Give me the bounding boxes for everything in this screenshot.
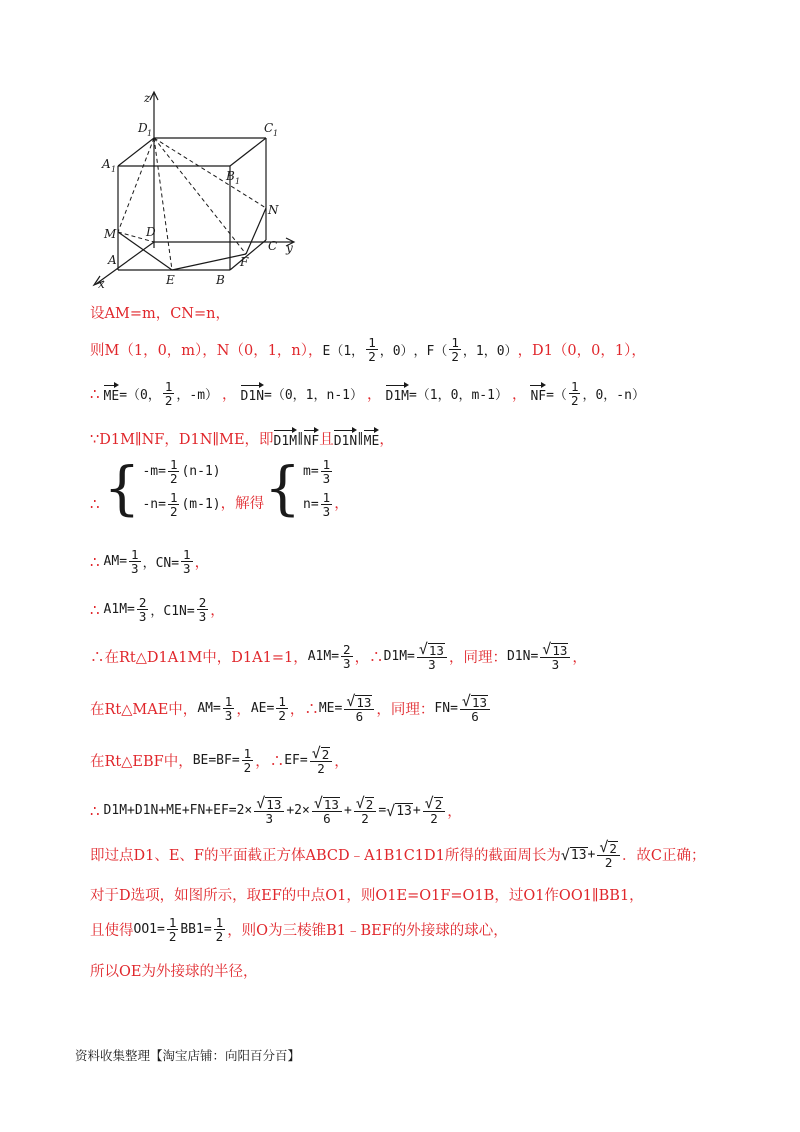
- vector-ME: ME: [364, 429, 380, 449]
- frac: [321, 491, 333, 518]
- frac-num: 1: [451, 335, 459, 350]
- sqrt-frac: √ 13 6: [344, 694, 374, 723]
- text-line-10: 在Rt△EBF中， BE=BF= $\frac{1}{2}$ ，∴ EF= √ 2 2 ，: [90, 744, 349, 776]
- frac-num: 2: [138, 595, 147, 610]
- plus-times: +2×: [286, 803, 310, 819]
- ae-label: AE=: [250, 701, 275, 717]
- line12-end: ．故C正确；: [621, 848, 706, 865]
- text-line-12: [90, 840, 760, 869]
- sqrt-frac: √ 2 2: [310, 746, 333, 775]
- vector-NF-value: =（: [546, 388, 567, 404]
- frac-den: 2: [368, 349, 376, 365]
- sqrt-frac: √ 2 2: [423, 796, 446, 825]
- label-B: B: [216, 273, 225, 287]
- frac-den: 6: [323, 811, 331, 826]
- frac-den: 3: [428, 657, 436, 672]
- line2-prefix: 则M（1，0，m），N（0，1，n），: [90, 343, 323, 360]
- sol-m: m=: [303, 464, 319, 480]
- frac-den: 3: [131, 561, 139, 577]
- radicand: 13: [356, 694, 372, 710]
- line4-text: ∵D1M∥NF，D1N∥ME，即: [90, 432, 274, 448]
- text-line-2: [90, 336, 760, 363]
- vector-D1M: D1M: [274, 429, 297, 449]
- radicand: 13: [471, 694, 487, 710]
- frac-num: 1: [322, 457, 331, 472]
- line10-text: 在Rt△EBF中，: [90, 754, 193, 771]
- text-line-7: ∴ A1M= $\frac{2}{3}$ ，C1N= $\frac{2}{3}$ ，: [90, 595, 225, 625]
- frac-den: 2: [169, 471, 178, 487]
- brace: {: [264, 454, 302, 523]
- text-line-3: ∴ ME =（0， $\frac{1}{2}$ ，-m） ， D1N =（0，1，n-1） ， D1M =（1，0，m-1） ， NF =（ $\frac{1}{2}$ ，0，-n）: [90, 379, 645, 409]
- frac: [168, 491, 180, 518]
- ef-label: EF=: [284, 753, 308, 769]
- sqrt-frac: √ 2 2: [354, 796, 377, 825]
- frac-den: 3: [322, 471, 331, 487]
- frac-num: 1: [164, 379, 173, 394]
- frac-den: 3: [138, 609, 147, 625]
- sqrt-frac: √ 13 3: [417, 642, 447, 671]
- therefore-symbol: ∴: [90, 384, 100, 403]
- radicand: 13: [323, 796, 339, 812]
- frac-den: 6: [471, 709, 479, 724]
- solution-system: [264, 454, 334, 523]
- frac-den: 2: [570, 393, 579, 409]
- frac: [163, 380, 175, 407]
- frac-num: 1: [169, 490, 178, 506]
- vector-D1M: D1M: [386, 384, 409, 404]
- frac-num: 1: [278, 693, 286, 709]
- frac-den: 3: [183, 561, 191, 577]
- frac-den: 2: [164, 393, 173, 409]
- radicand: 13: [570, 847, 587, 863]
- eq1-right: (n-1): [181, 464, 221, 480]
- frac: [276, 695, 288, 722]
- same-text: ，同理：: [376, 702, 435, 719]
- frac: [242, 747, 254, 774]
- frac: [449, 336, 461, 363]
- therefore-symbol: ∴: [90, 494, 100, 513]
- vector-D1N: D1N: [334, 429, 357, 449]
- frac-num: 1: [168, 915, 177, 930]
- vector-D1N: D1N: [241, 384, 264, 404]
- eq1-left: -m=: [142, 464, 166, 480]
- be-bf-label: BE=BF=: [192, 753, 240, 769]
- frac: [137, 596, 149, 623]
- frac-num: 2: [343, 641, 351, 657]
- vector-ME: ME: [104, 384, 120, 404]
- oo1-label: OO1=: [133, 922, 165, 938]
- frac-den: 3: [224, 708, 233, 724]
- sqrt-frac: √ 13 6: [460, 694, 490, 723]
- sqrt: √ 13: [386, 801, 412, 820]
- perimeter-sum: D1M+D1N+ME+FN+EF=2×: [103, 803, 253, 819]
- text-line-8: ∴在Rt△D1A1M中，D1A1=1， A1M= $\frac{2}{3}$ ，∴ D1M= √ 13 3 ，同理： D1N= √ 13 3 ，: [90, 640, 587, 672]
- therefore-symbol: ∴: [90, 552, 100, 571]
- text-line-11: ∴ D1M+D1N+ME+FN+EF=2× √ 13 3 +2× √ 13 6 + √ 2 2 = √ 13 + √ 2 2 ，: [90, 794, 462, 826]
- eq2-left: -n=: [142, 497, 166, 513]
- label-y: y: [286, 241, 293, 255]
- line9-text: 在Rt△MAE中，: [90, 702, 198, 719]
- frac-den: 6: [355, 709, 364, 724]
- bb1-label: BB1=: [180, 922, 212, 938]
- frac-num: 1: [131, 547, 139, 562]
- sqrt: √ 13: [560, 845, 587, 864]
- cube-figure: [88, 88, 308, 288]
- frac: [223, 695, 235, 722]
- sqrt-frac: √ 13 3: [540, 642, 570, 671]
- radicand: 13: [396, 803, 412, 819]
- frac: [321, 458, 333, 485]
- text-line-13: [90, 884, 760, 905]
- vector-D1M-value: =（1，0，m-1）: [408, 388, 508, 404]
- frac-den: 2: [361, 811, 369, 826]
- frac-den: 3: [343, 656, 351, 672]
- footer-source: 资料收集整理【淘宝店铺：向阳百分百】: [75, 1048, 301, 1063]
- frac-num: 2: [198, 595, 207, 610]
- radicand: 13: [552, 642, 568, 658]
- label-A: A: [108, 253, 117, 267]
- label-M: M: [104, 227, 117, 241]
- label-N: N: [268, 203, 279, 217]
- point-F-end: ，1，0）: [462, 344, 518, 360]
- label-F: F: [240, 255, 249, 269]
- label-B1-sub: 1: [235, 177, 241, 186]
- parallel-symbol: ∥: [297, 431, 304, 446]
- frac-den: 2: [430, 811, 438, 826]
- label-B1: B: [226, 169, 235, 183]
- solve-text: ，解得: [220, 495, 265, 512]
- text-line-6: ∴ AM= $\frac{1}{3}$ ，CN= $\frac{1}{3}$ ，: [90, 547, 210, 577]
- label-A1-sub: 1: [111, 165, 117, 174]
- frac-num: 1: [322, 490, 331, 506]
- label-D: D: [146, 225, 156, 239]
- plus: +: [343, 803, 352, 819]
- point-E: E（1，: [322, 344, 365, 360]
- frac-den: 2: [604, 855, 613, 870]
- label-A1: A: [102, 157, 111, 171]
- vector-D1N-value: =（0，1，n-1）: [264, 388, 363, 404]
- a1m-label: A1M=: [103, 602, 135, 618]
- parallel-symbol: ∥: [357, 431, 364, 446]
- label-D1-sub: 1: [147, 129, 153, 138]
- sqrt-frac: √ 13 6: [312, 796, 342, 825]
- eq2-right: (m-1): [181, 497, 221, 513]
- line8-text: ∴在Rt△D1A1M中，D1A1=1，: [90, 650, 308, 667]
- frac-den: 3: [265, 811, 274, 826]
- frac-num: 1: [224, 693, 233, 709]
- frac-den: 2: [451, 349, 459, 365]
- am-label: AM=: [103, 554, 128, 570]
- text-line-1: [90, 302, 760, 323]
- am-label: AM=: [197, 701, 221, 717]
- radicand: 2: [321, 746, 330, 762]
- frac-den: 3: [322, 504, 331, 520]
- sol-n: n=: [303, 497, 319, 513]
- frac: [366, 336, 378, 363]
- line14-prefix: 且使得: [90, 923, 134, 940]
- label-C: C: [268, 239, 278, 253]
- text-line-15: [90, 960, 760, 981]
- frac-num: 1: [570, 379, 579, 394]
- frac-num: 1: [183, 547, 191, 562]
- frac-den: 2: [317, 761, 325, 776]
- point-E-end: ，0）: [379, 344, 414, 360]
- fn-label: FN=: [434, 701, 458, 717]
- line1-text: 设AM=m，CN=n，: [90, 306, 230, 322]
- frac: [569, 380, 581, 407]
- same-text: ，同理：: [448, 650, 507, 667]
- frac-num: 1: [368, 335, 376, 350]
- label-E: E: [166, 273, 175, 287]
- plus: +: [412, 803, 421, 819]
- line12-text: 即过点D1、E、F的平面截正方体ABCD﹣A1B1C1D1所得的截面周长为: [90, 848, 561, 865]
- therefore-symbol: ∴: [90, 600, 100, 619]
- label-z: z: [144, 91, 151, 105]
- radicand: 13: [428, 642, 444, 658]
- cn-label: ，CN=: [142, 556, 180, 572]
- c1n-label: ，C1N=: [150, 604, 195, 620]
- line2-suffix: ，D1（0，0，1），: [517, 343, 646, 360]
- frac: [341, 643, 353, 670]
- line13-text: 对于D选项，如图所示，取EF的中点O1，则O1E=O1F=O1B，过O1作OO1∥BB1，: [90, 888, 644, 904]
- line15-text: 所以OE为外接球的半径，: [90, 964, 258, 980]
- label-C1-sub: 1: [273, 129, 279, 138]
- brace: {: [103, 454, 141, 523]
- frac: [214, 916, 226, 943]
- frac: [197, 596, 209, 623]
- radicand: 13: [266, 796, 282, 812]
- frac-num: 1: [243, 745, 252, 761]
- frac-num: 1: [169, 457, 178, 472]
- text-line-14: [90, 916, 760, 943]
- label-C1: C: [264, 121, 274, 135]
- frac-den: 2: [168, 929, 177, 945]
- frac-den: 3: [198, 609, 207, 625]
- frac: [181, 548, 193, 575]
- text-line-4: ∵D1M∥NF，D1N∥ME，即 D1M ∥ NF 且 D1N ∥ ME ，: [90, 428, 760, 449]
- plus: +: [587, 847, 596, 863]
- sqrt-frac: √ 13 3: [254, 796, 284, 825]
- therefore-symbol: ∴: [90, 801, 100, 820]
- label-x: x: [98, 277, 105, 288]
- frac-den: 2: [169, 504, 178, 520]
- vector-NF-end: ，0，-n）: [582, 388, 645, 404]
- frac-den: 3: [551, 657, 560, 672]
- vector-NF: NF: [304, 429, 320, 449]
- line14-end: ，则O为三棱锥B1﹣BEF的外接球的球心，: [227, 923, 508, 940]
- frac: [167, 916, 179, 943]
- equation-system: [103, 454, 221, 523]
- frac: [168, 458, 180, 485]
- me-label: ME=: [318, 701, 343, 717]
- radicand: 2: [365, 796, 374, 812]
- d1m-label: D1M=: [383, 649, 415, 665]
- d1n-label: D1N=: [506, 649, 539, 665]
- radicand: 2: [434, 796, 443, 812]
- and-text: 且: [319, 432, 334, 448]
- frac-den: 2: [215, 929, 224, 945]
- point-F: ，F（: [413, 344, 448, 360]
- frac-num: 1: [215, 915, 224, 930]
- text-line-9: 在Rt△MAE中， AM= $\frac{1}{3}$ ， AE= $\frac{1}{2}$ ，∴ ME= √ 13 6 ，同理： FN= √ 13 6: [90, 694, 760, 723]
- a1m-label: A1M=: [307, 649, 340, 665]
- sqrt-frac: √ 2 2: [597, 840, 620, 869]
- vector-ME-value: =（0，: [119, 388, 161, 404]
- label-D1: D: [138, 121, 148, 135]
- frac-den: 2: [278, 708, 286, 724]
- vector-ME-end: ，-m）: [176, 388, 219, 404]
- frac: [129, 548, 141, 575]
- text-line-5: ∴ { -m= $\frac{1}{2}$ (n-1) -n= $\frac{1}{2}$ (m-1) ，解得 { m= $\frac{1}{3}$ n= $\frac{1}{3}$ ，: [90, 454, 349, 523]
- radicand: 2: [609, 840, 617, 856]
- equals: =: [378, 803, 387, 819]
- frac-den: 2: [243, 760, 252, 776]
- vector-NF: NF: [530, 384, 546, 404]
